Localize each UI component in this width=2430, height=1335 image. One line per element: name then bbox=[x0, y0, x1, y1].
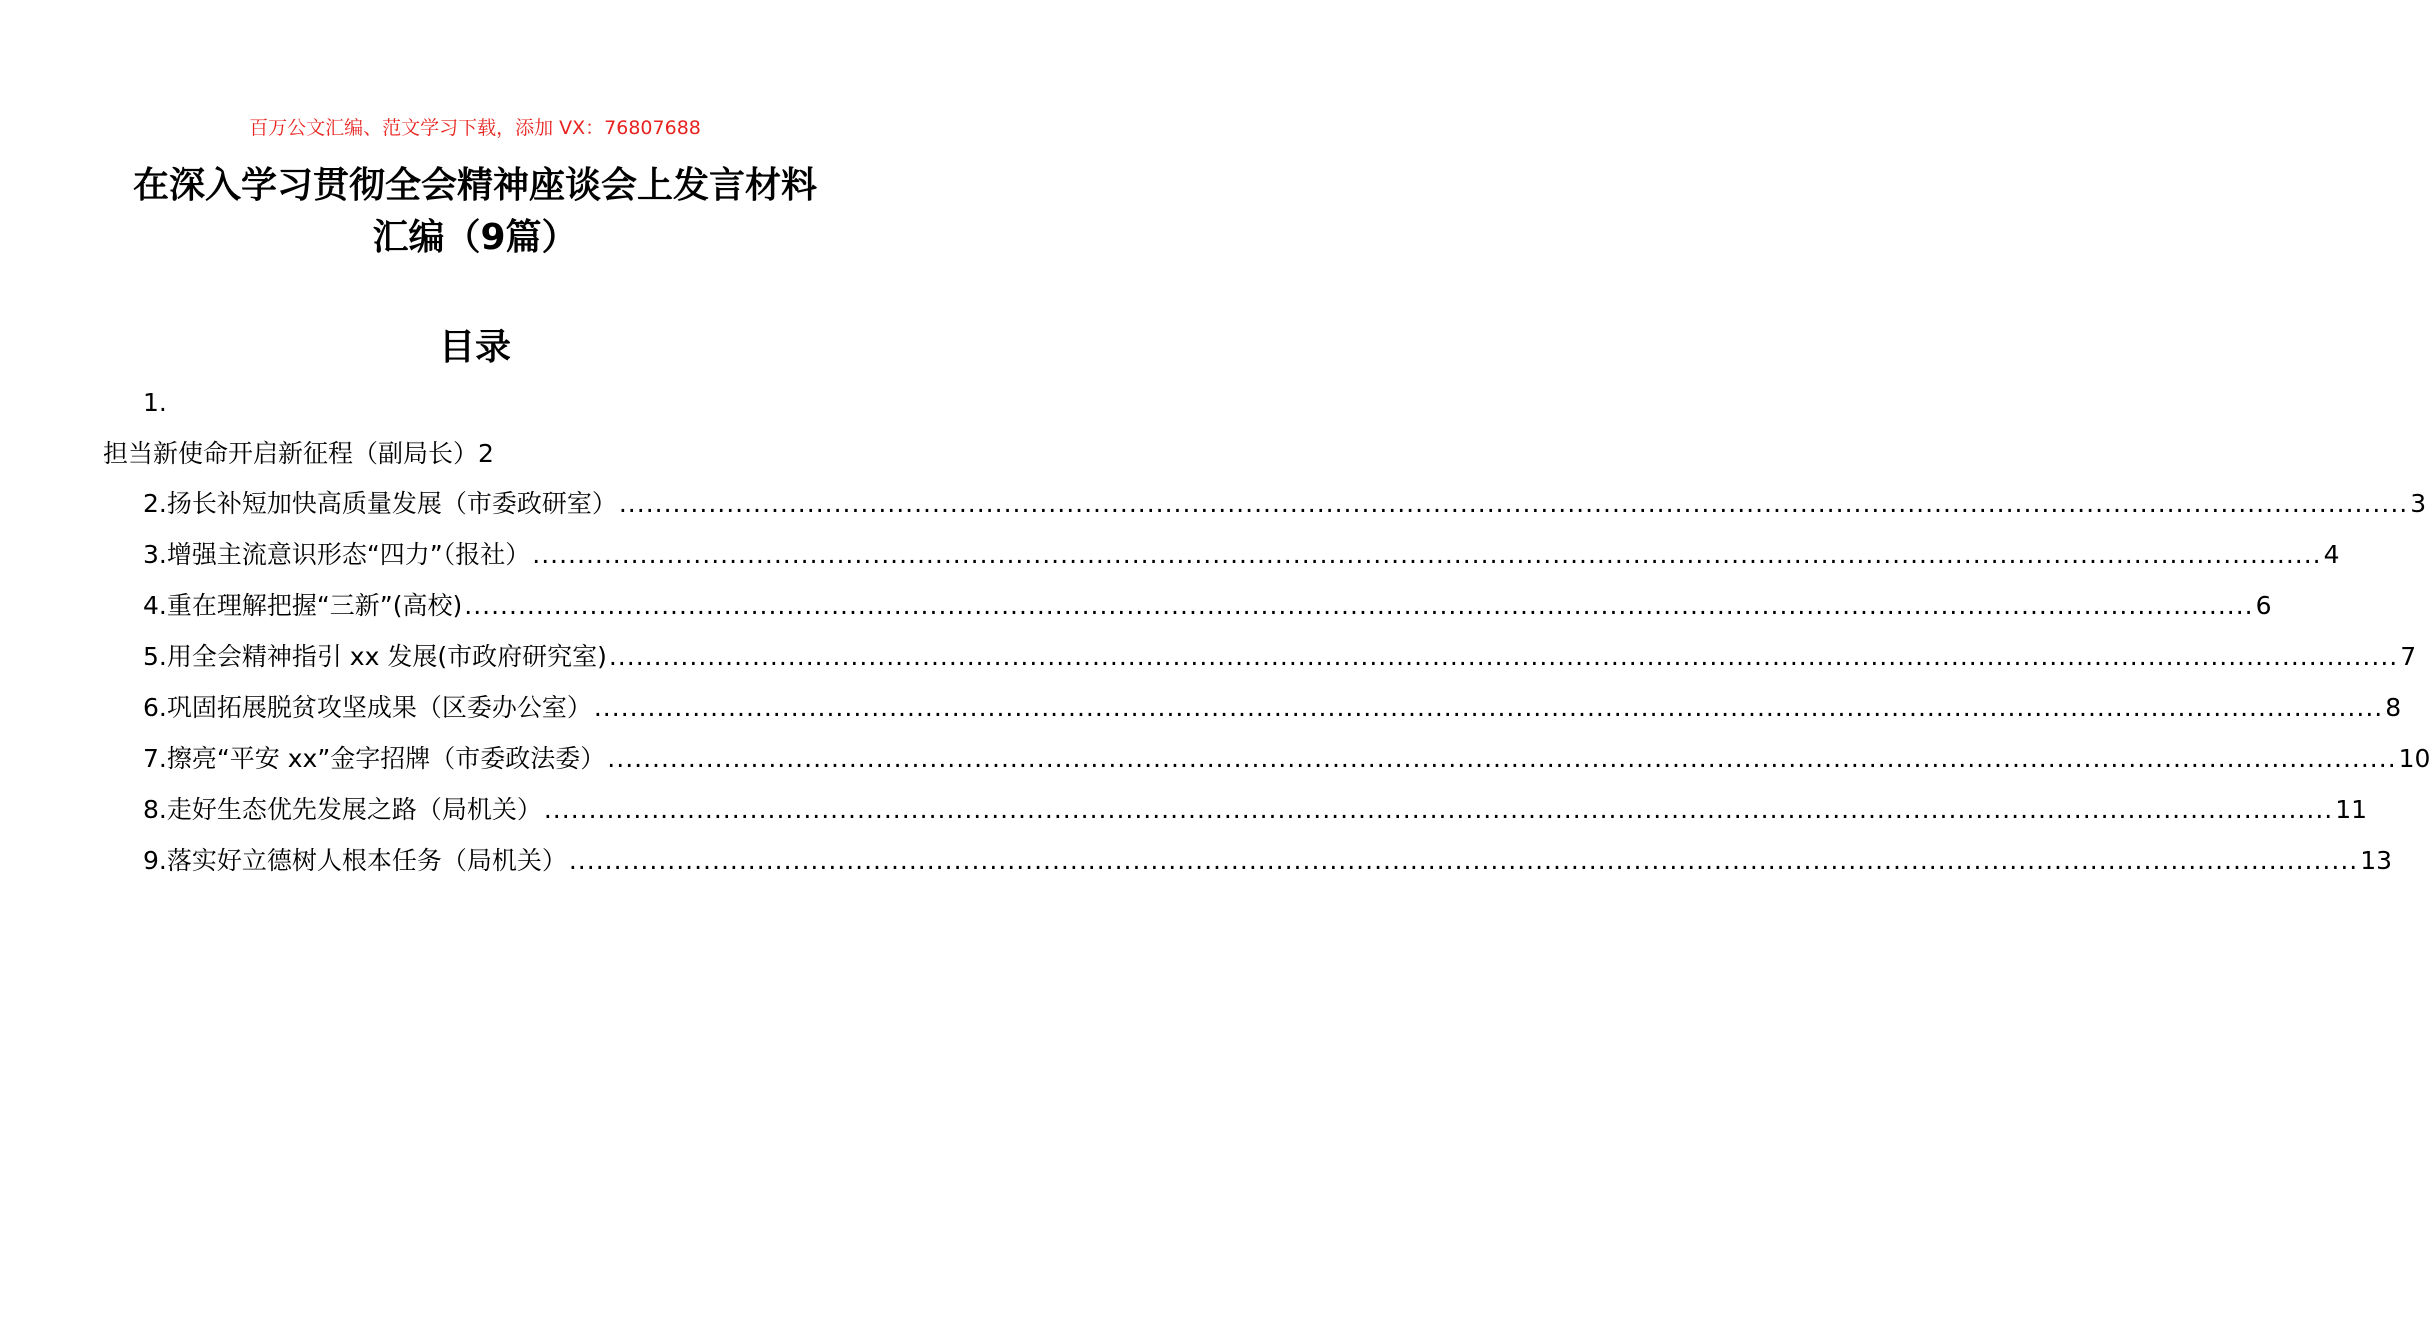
toc-dot-leader: ........................................................................................................................................................................................................ bbox=[532, 540, 2322, 569]
toc-dot-leader: ........................................................................................................................................................................................................ bbox=[618, 489, 2409, 518]
toc-entry-page-number: 3 bbox=[2410, 489, 2427, 518]
toc-dot-leader: ........................................................................................................................................................................................................ bbox=[464, 591, 2254, 620]
toc-entry-title: 2.扬长补短加快高质量发展（市委政研室） bbox=[143, 489, 617, 518]
toc-entry[interactable] bbox=[143, 589, 2272, 640]
toc-entry-title: 7.擦亮“平安 xx”金字招牌（市委政法委） bbox=[143, 744, 606, 773]
toc-heading: 目录 bbox=[438, 327, 511, 368]
toc-entry-page-number: 4 bbox=[2323, 540, 2340, 569]
toc-entry[interactable] bbox=[143, 538, 2340, 589]
toc-entry-page-number: 7 bbox=[2400, 642, 2417, 671]
toc-dot-leader: ........................................................................................................................................................................................................ bbox=[568, 846, 2359, 875]
title-line-1: 在深入学习贯彻全会精神座谈会上发言材料 bbox=[132, 165, 817, 206]
toc-entry-page-number: 6 bbox=[2255, 591, 2272, 620]
toc-entry-page-number: 13 bbox=[2360, 846, 2393, 875]
toc-entry-1-text: 担当新使命开启新征程（副局长）2 bbox=[103, 439, 494, 468]
title-line-2: 汇编（9篇） bbox=[372, 217, 578, 258]
toc-entry[interactable] bbox=[143, 640, 2417, 691]
toc-entry-page-number: 11 bbox=[2335, 795, 2368, 824]
toc-entry[interactable] bbox=[143, 487, 2427, 538]
toc-dot-leader: ........................................................................................................................................................................................................ bbox=[607, 744, 2397, 773]
toc-entry[interactable] bbox=[143, 844, 2393, 895]
toc-entry-title: 4.重在理解把握“三新”(高校) bbox=[143, 591, 463, 620]
toc-entry-page-number: 10 bbox=[2398, 744, 2430, 773]
toc-dot-leader: ........................................................................................................................................................................................................ bbox=[593, 693, 2384, 722]
toc-entry[interactable] bbox=[143, 793, 2368, 844]
toc-entry-1-number: 1. bbox=[143, 388, 167, 417]
toc-entry-title: 8.走好生态优先发展之路（局机关） bbox=[143, 795, 542, 824]
toc-entry[interactable] bbox=[143, 742, 2430, 793]
toc-entry-title: 5.用全会精神指引 xx 发展(市政府研究室) bbox=[143, 642, 607, 671]
toc-entry-title: 3.增强主流意识形态“四力”（报社） bbox=[143, 540, 531, 569]
toc-entry-title: 9.落实好立德树人根本任务（局机关） bbox=[143, 846, 567, 875]
toc-dot-leader: ........................................................................................................................................................................................................ bbox=[608, 642, 2399, 671]
toc-entry-page-number: 8 bbox=[2385, 693, 2402, 722]
toc-entry[interactable] bbox=[143, 691, 2402, 742]
watermark-header: 百万公文汇编、范文学习下载，添加 VX：76807688 bbox=[249, 117, 701, 139]
toc-dot-leader: ........................................................................................................................................................................................................ bbox=[543, 795, 2334, 824]
document-title bbox=[60, 160, 890, 264]
toc-entry-title: 6.巩固拓展脱贫攻坚成果（区委办公室） bbox=[143, 693, 592, 722]
toc-list bbox=[143, 487, 2430, 895]
